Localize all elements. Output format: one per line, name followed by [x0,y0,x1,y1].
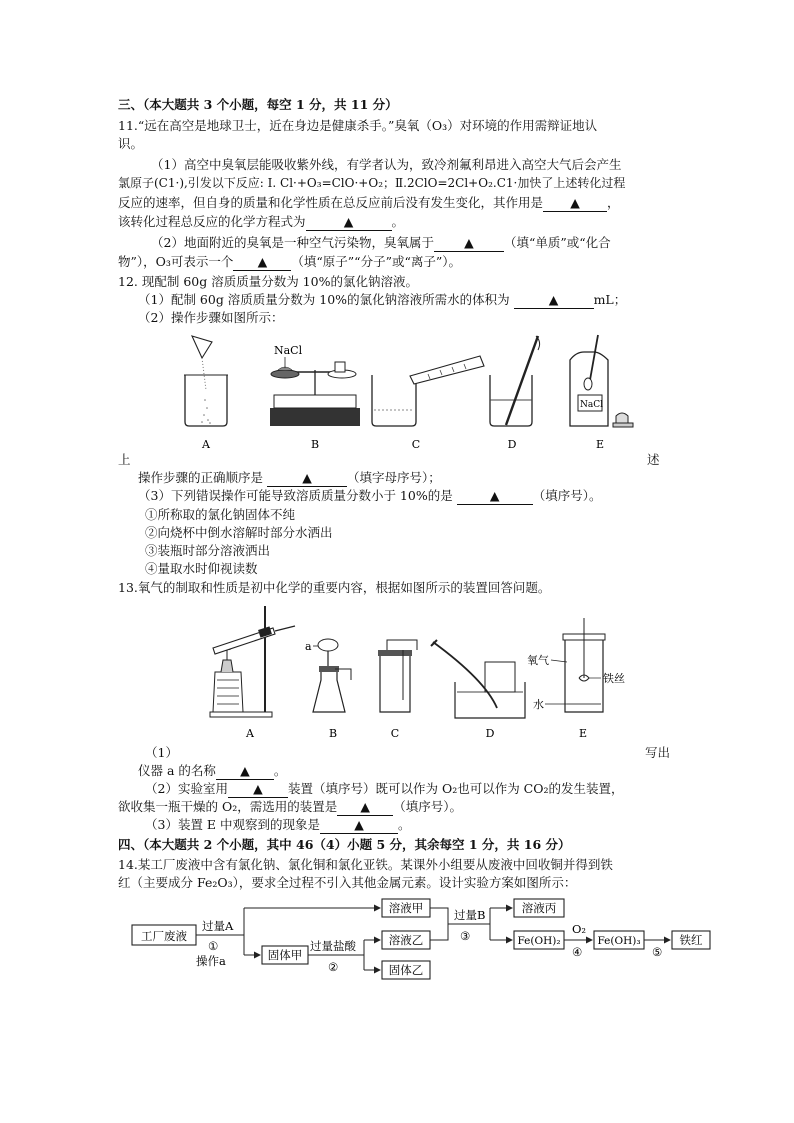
blank-mark: ▲ [464,235,474,250]
flow-feoh3: Fe(OH)₃ [597,935,641,947]
answer-blank[interactable] [457,487,533,505]
flow-iron-red: 铁红 [679,933,703,947]
q11-intro-line2: 识。 [118,136,144,151]
q12-intro: 12. 现配制 60g 溶质质量分数为 10%的氯化钠溶液。 [118,274,418,289]
q12-p3 [138,487,601,505]
apparatus-d [431,640,525,718]
blank-mark: ▲ [343,214,354,229]
q13-apparatus-figure [195,600,635,745]
answer-blank[interactable] [233,253,291,271]
flow-step-3: ③ [460,929,471,943]
q14-line1: 14.某工厂废液中含有氯化钠、氯化铜和氯化亚铁。某课外小组要从废液中回收铜并得到铁 [118,857,613,872]
q13-p1-number: （1） [145,745,178,760]
q12-wrap-left: 上 [118,452,131,467]
q11-p1-eq-text: 该转化过程总反应的化学方程式为 [118,214,306,229]
apparatus-label-e: E [578,727,588,740]
q11-intro-line1: 11.“远在高空是地球卫士，近在身边是健康杀手。”臭氧（O₃）对环境的作用需辩证地认 [118,118,598,133]
flow-o2: O₂ [572,922,587,936]
q11-p1-eq-tail: 。 [391,214,405,229]
answer-blank[interactable] [216,762,274,780]
q13-p2-line1 [145,780,624,798]
flow-step-1: ① [208,939,219,953]
flow-operation-a: 操作a [196,954,226,968]
blank-mark: ▲ [548,292,559,307]
q11-p1-tail: ， [607,195,620,210]
flow-excess-hcl: 过量盐酸 [310,939,356,953]
q12-option-4: ④量取水时仰视读数 [145,561,258,576]
q11-p2-tail2: （填“原子”“分子”或“离子”）。 [291,254,461,269]
q12-p1-text: （1）配制 60g 溶质质量分数为 10%的氯化钠溶液所需水的体积为 [138,292,510,307]
apparatus-a [210,606,295,717]
water-label: 水 [533,698,544,711]
q11-p2-text2: 物”），O₃可表示一个 [118,254,234,269]
answer-blank[interactable] [514,291,594,309]
q12-order [138,469,441,487]
figure-e-bottle [570,335,633,427]
q12-wrap-right: 述 [647,452,660,467]
q13-p3-text: （3）装置 E 中观察到的现象是 [145,817,321,832]
q12-p1-unit: mL； [593,292,627,307]
flow-feoh2: Fe(OH)₂ [517,935,561,947]
blank-mark: ▲ [489,488,500,503]
q14-flowchart [128,898,718,988]
q11-p2-tail: （填“单质”或“化合 [503,235,611,250]
blank-mark: ▲ [354,817,364,832]
apparatus-label-b: B [328,727,338,740]
blank-mark: ▲ [257,254,268,269]
q11-p1-line1: （1）高空中臭氧层能吸收紫外线，有学者认为，致冷剂氟利昂进入高空大气后会产生 [151,157,622,172]
q13-p2-text: （2）实验室用 [145,781,228,796]
q11-p1-line3 [118,194,620,212]
q12-procedure-figure [170,330,650,455]
figure-c-pour [372,356,484,426]
q11-p1-line2: 氯原子(C1·),引发以下反应: Ⅰ. Cl·+O₃=ClO·+O₂；Ⅱ.2ClO=2Cl+O₂.C1·加快了上述转化过程 [118,176,626,190]
apparatus-label-c: C [390,727,400,740]
q13-p3 [145,816,411,834]
figure-label-a: A [202,438,210,451]
q13-p2-text2: 欲收集一瓶干燥的 O₂，需选用的装置是 [118,799,338,814]
q13-p2-tail: 装置（填序号）既可以作为 O₂也可以作为 CO₂的发生装置， [287,781,624,796]
flow-step-2: ② [328,960,339,974]
q12-option-2: ②向烧杯中倒水溶解时部分水洒出 [145,525,333,540]
flow-solution-bing: 溶液丙 [521,901,557,915]
q12-p3-tail: （填序号）。 [532,488,602,503]
flow-step-5: ⑤ [652,945,663,959]
instrument-a-label: a [305,640,312,653]
q14-line2: 红（主要成分 Fe₂O₃），要求全过程不引入其他金属元素。设计实验方案如图所示： [118,875,577,890]
q13-p1-wrap: 写出 [645,745,671,760]
flow-excess-b: 过量B [454,908,486,922]
q11-p2-line2 [118,253,461,271]
blank-mark: ▲ [240,763,250,778]
answer-blank[interactable] [306,213,392,231]
flow-solution-yi: 溶液乙 [388,933,424,947]
flow-solid-jia: 固体甲 [267,948,303,962]
section-4-header: 四、（本大题共 2 个小题，其中 46（4）小题 5 分，其余每空 1 分，共 16 分） [118,837,571,852]
q13-p1-text: 仪器 a 的名称 [138,763,216,778]
section-3-header: 三、（本大题共 3 个小题，每空 1 分，共 11 分） [118,97,398,112]
answer-blank[interactable] [434,234,504,252]
apparatus-c [378,640,417,712]
nacl-label-e: NaCl [580,400,604,410]
q12-option-3: ③装瓶时部分溶液洒出 [145,543,271,558]
flow-step-4: ④ [572,945,583,959]
flow-solution-jia: 溶液甲 [388,901,424,915]
blank-mark: ▲ [253,781,263,796]
iron-wire-label: 铁丝 [603,672,625,685]
apparatus-e [527,618,625,712]
q12-order-text: 操作步骤的正确顺序是 [138,470,264,485]
figure-label-e: E [595,438,605,451]
q11-p1-line4 [118,213,404,231]
blank-mark: ▲ [570,195,580,210]
flow-solid-yi: 固体乙 [388,963,424,977]
q12-p2: （2）操作步骤如图所示： [138,310,284,325]
q13-p1 [138,762,286,780]
q12-option-1: ①所称取的氯化钠固体不纯 [145,507,296,522]
q13-p1-tail: 。 [273,763,287,778]
q11-p1-text: 反应的速率，但自身的质量和化学性质在总反应前后没有发生变化，其作用是 [118,195,544,210]
figure-label-b: B [310,438,320,451]
oxygen-label: 氧气 [527,654,549,667]
answer-blank[interactable] [228,780,288,798]
apparatus-label-a: A [246,727,254,740]
flow-excess-a: 过量A [202,919,234,933]
answer-blank[interactable] [267,469,347,487]
nacl-label-b: NaCl [274,344,303,357]
answer-blank[interactable] [543,194,607,212]
apparatus-label-d: D [485,727,495,740]
q12-p1 [138,291,626,309]
answer-blank[interactable] [337,798,393,816]
flow-waste: 工厂废液 [141,929,187,943]
answer-blank[interactable] [320,816,398,834]
q13-p3-tail: 。 [398,817,411,832]
q12-p3-text: （3）下列错误操作可能导致溶质质量分数小于 10%的是 [138,488,453,503]
q11-p2-line1 [151,234,611,252]
q13-intro: 13.氧气的制取和性质是初中化学的重要内容，根据如图所示的装置回答问题。 [118,580,551,595]
figure-d-stir [490,336,540,426]
figure-a-beaker [184,336,228,426]
figure-b-balance [270,344,360,426]
figure-label-c: C [411,438,421,451]
blank-mark: ▲ [360,799,371,814]
blank-mark: ▲ [302,470,312,485]
q13-p2-tail2: （填序号）。 [393,799,462,814]
apparatus-b [305,639,351,712]
q12-order-tail: （填字母序号）； [347,470,441,485]
q13-p2-line2 [118,798,462,816]
q11-p2-text: （2）地面附近的臭氧是一种空气污染物，臭氧属于 [151,235,434,250]
figure-label-d: D [507,438,517,451]
